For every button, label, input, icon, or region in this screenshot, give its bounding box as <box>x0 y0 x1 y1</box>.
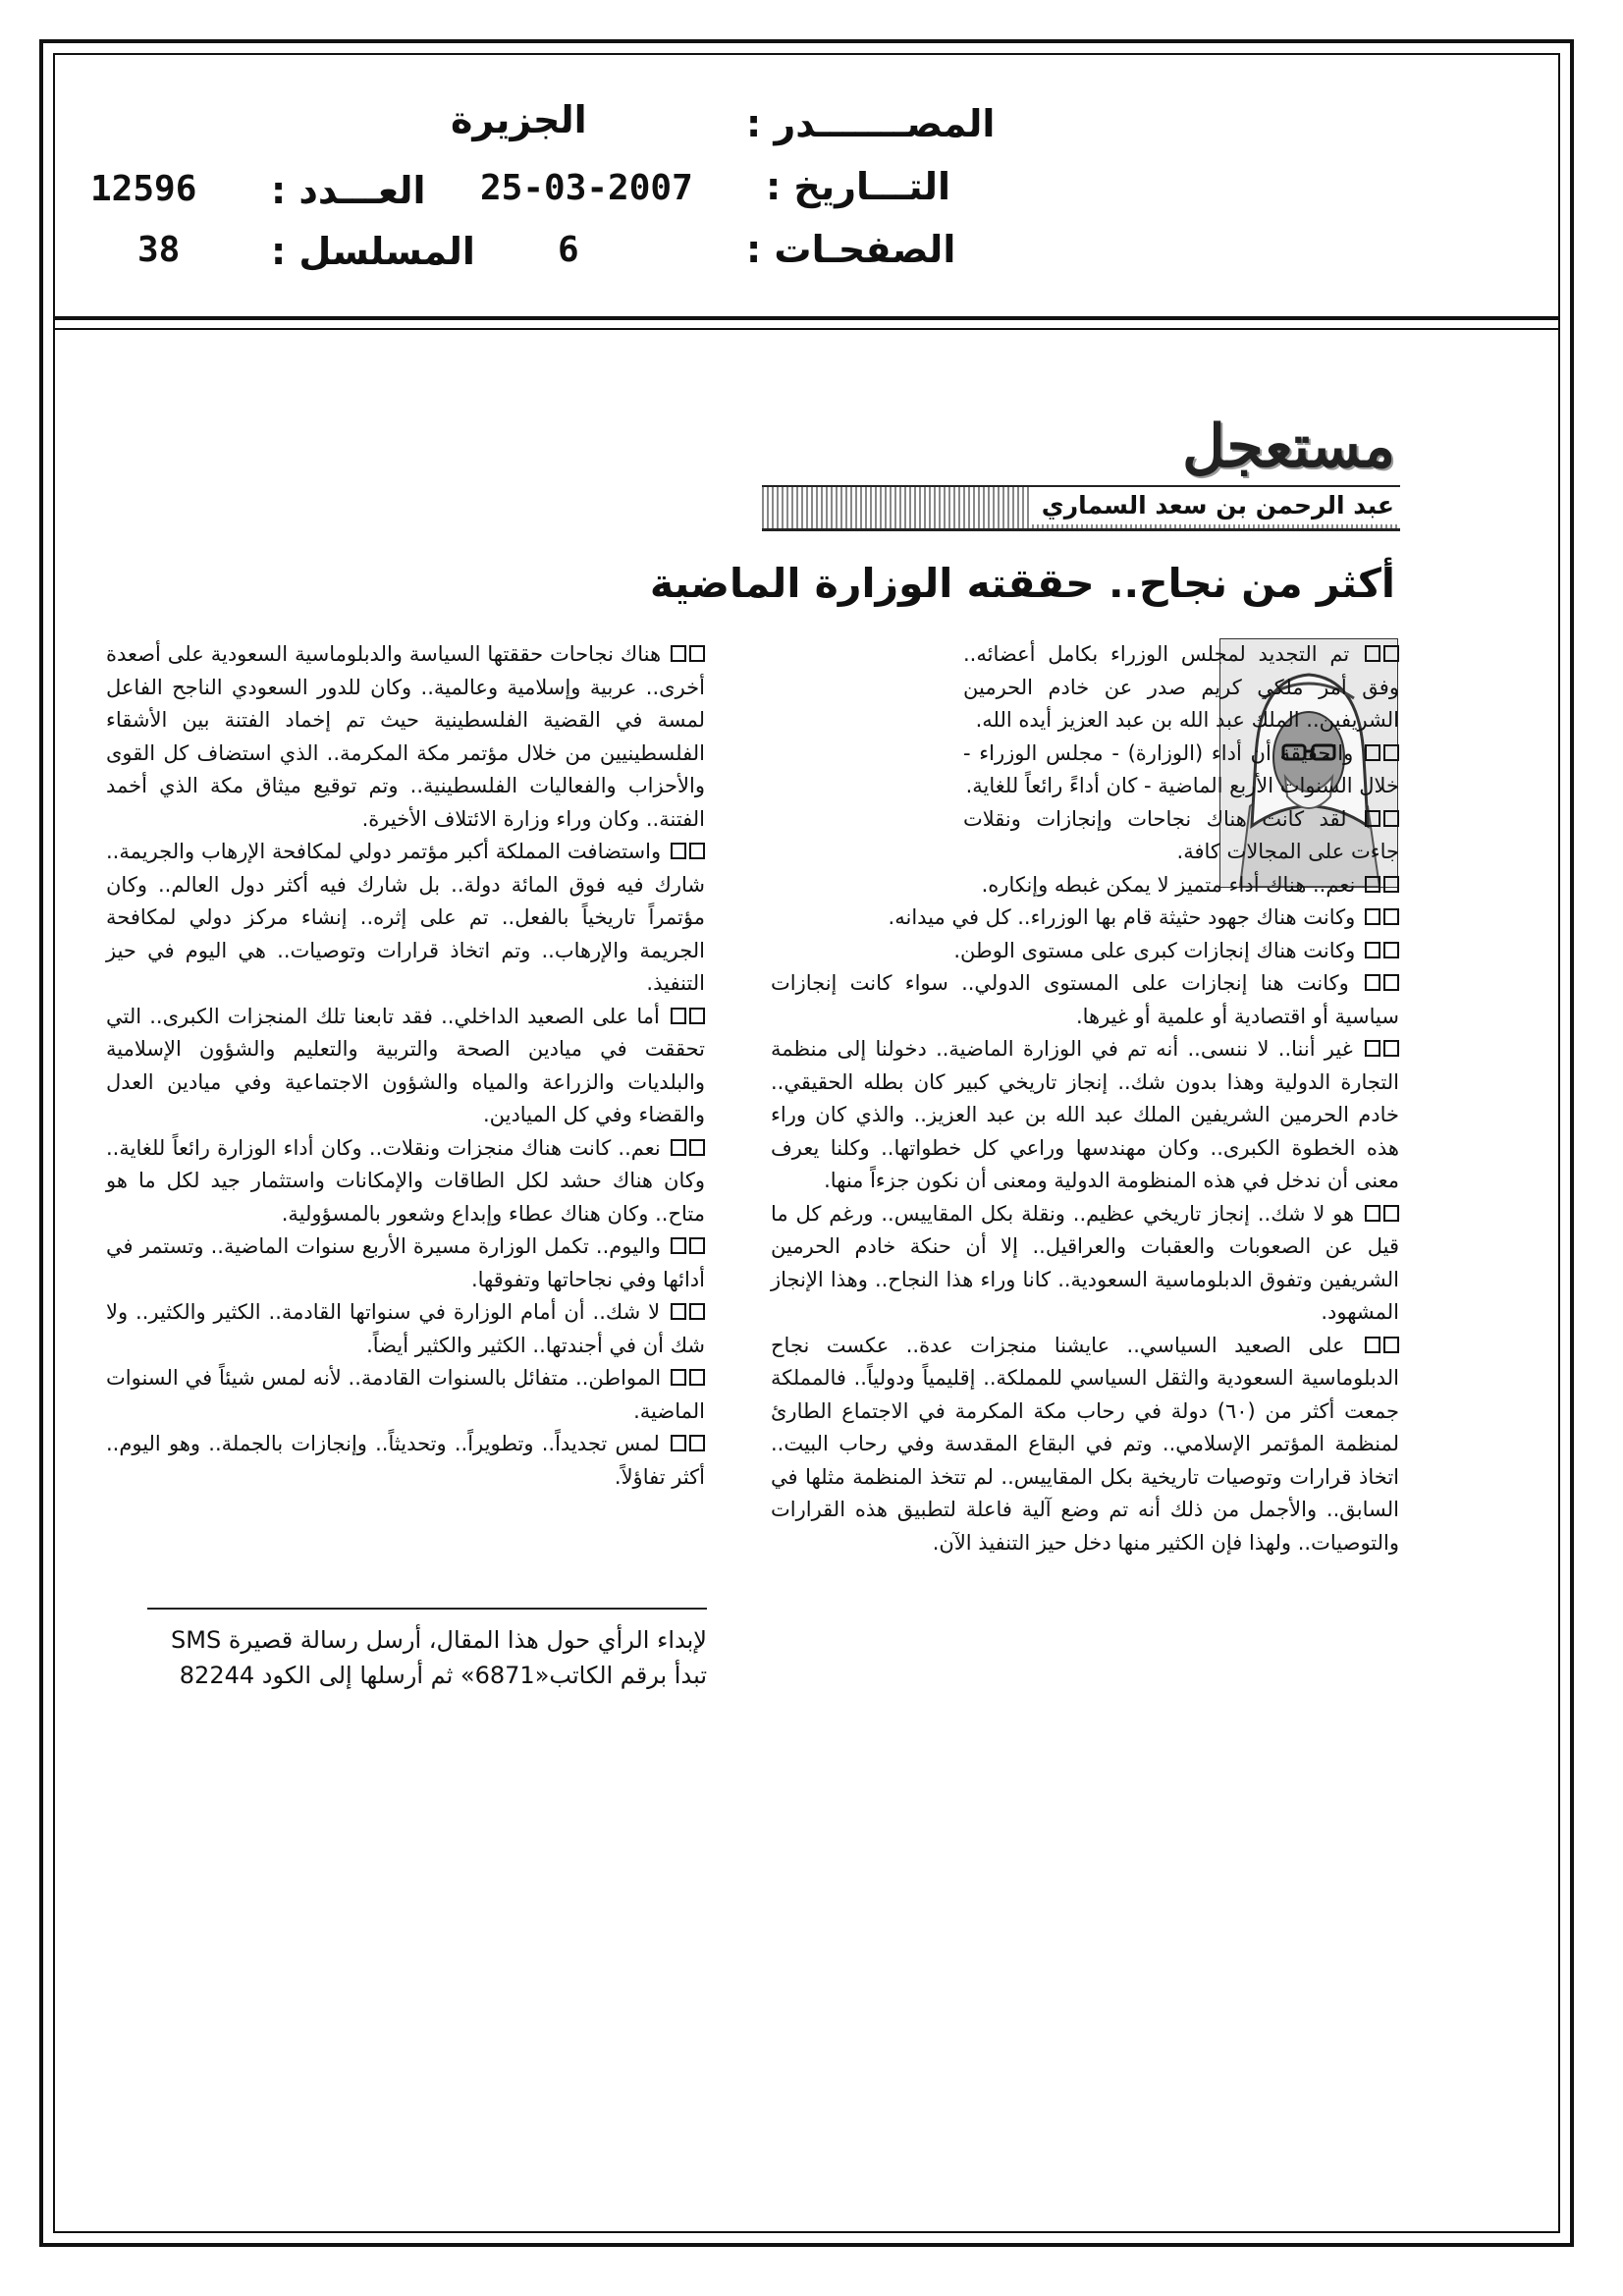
bullet-square-icon <box>1383 908 1399 925</box>
bullet-square-icon <box>689 1139 705 1156</box>
bullet-square-icon <box>1365 1040 1380 1057</box>
article-paragraph <box>771 967 1399 1033</box>
bullet-square-icon <box>1365 1205 1380 1222</box>
paragraph-text: هناك نجاحات حققتها السياسة والدبلوماسية السعودية على أصعدة أخرى.. عربية وإسلامية وعالمية.. وكان للدور السعودي الناجح الفاعل لمسة في القضية الفلسطينية حيث تم إخماد الفتنة بين الأشقاء الفلسطينيين من خلال مؤتمر مكة المكرمة.. الذي استضاف كل القوى والأحزاب والفعاليات الفلسطينية.. وتم توقيع ميثاق مكة الذي أخمد الفتنة.. وكان وراء وزارة الائتلاف الأخيرة. <box>106 642 705 831</box>
bullet-square-icon <box>671 1008 686 1024</box>
bullet-square-icon <box>1365 974 1380 991</box>
bullet-square-icon <box>1365 942 1380 958</box>
bullet-square-icon <box>671 1435 686 1451</box>
article-paragraph <box>771 935 1399 968</box>
article-column-left <box>106 638 705 1494</box>
paragraph-text: والحقيقة أن أداء (الوزارة) - مجلس الوزراء - خلال السنوات الأربع الماضية - كان أداءً رائعاً للغاية. <box>963 740 1399 797</box>
bullet-square-icon <box>671 1139 686 1156</box>
paragraph-text: هو لا شك.. إنجاز تاريخي عظيم.. ونقلة بكل المقاييس.. ورغم كل ما قيل عن الصعوبات والعقبات والعراقيل.. إلا أن حنكة خادم الحرمين الشريفين وتفوق الدبلوماسية السعودية.. كانا وراء هذا النجاح.. وهذا الإنجاز المشهود. <box>771 1201 1399 1324</box>
bullet-square-icon <box>1365 810 1380 827</box>
bullet-square-icon <box>1365 645 1380 662</box>
bullet-square-icon <box>1383 810 1399 827</box>
bullet-square-icon <box>1365 1337 1380 1353</box>
bullet-square-icon <box>671 1237 686 1254</box>
article-paragraph <box>106 836 705 1001</box>
bullet-square-icon <box>1383 1040 1399 1057</box>
bullet-square-icon <box>689 645 705 662</box>
bullet-square-icon <box>689 843 705 859</box>
article-paragraph <box>106 1132 705 1231</box>
bullet-square-icon <box>689 1237 705 1254</box>
date-label: التـــاريخ : <box>766 165 950 208</box>
pages-value: 6 <box>558 230 579 270</box>
bullet-square-icon <box>1383 942 1399 958</box>
source-value: الجزيرة <box>451 98 587 141</box>
article-paragraph <box>771 1330 1399 1560</box>
bullet-square-icon <box>671 1303 686 1320</box>
article-paragraph <box>771 1033 1399 1198</box>
bullet-square-icon <box>1383 974 1399 991</box>
paragraph-text: نعم.. هناك أداء متميز لا يمكن غبطه وإنكاره. <box>981 872 1356 897</box>
paragraph-text: لمس تجديداً.. وتطويراً.. وتحديثاً.. وإنجازات بالجملة.. وهو اليوم.. أكثر تفاؤلاً. <box>106 1432 705 1489</box>
bullet-square-icon <box>1383 744 1399 761</box>
byline-bar <box>762 485 1400 531</box>
article-paragraph <box>106 1428 705 1494</box>
bullet-square-icon <box>1365 876 1380 893</box>
paragraph-text: غير أننا.. لا ننسى.. أنه تم في الوزارة الماضية.. دخولنا إلى منظمة التجارة الدولية وهذا بدون شك.. إنجاز تاريخي كبير كان بطله الحقيقي.. خادم الحرمين الشريفين الملك عبد الله بن عبد العزيز.. والذي كان وراء هذه الخطوة الكبرى.. وكان مهندسها وراعي كل خطواتها.. وكلنا يعرف معنى أن ندخل في هذه المنظومة الدولية ومعنى أن نكون جزءاً منها. <box>771 1037 1399 1192</box>
article-paragraph <box>963 638 1399 738</box>
paragraph-text: تم التجديد لمجلس الوزراء بكامل أعضائه.. وفق أمر ملكي كريم صدر عن خادم الحرمين الشريفين.. الملك عبد الله بن عبد العزيز أيده الله. <box>963 642 1399 732</box>
bullet-square-icon <box>1365 908 1380 925</box>
article-paragraph <box>963 803 1399 869</box>
article-paragraph <box>771 902 1399 935</box>
paragraph-text: واليوم.. تكمل الوزارة مسيرة الأربع سنوات الماضية.. وتستمر في أدائها وفي نجاحاتها وتفوقها. <box>106 1234 705 1291</box>
paragraph-text: وكانت هناك إنجازات كبرى على مستوى الوطن. <box>953 938 1356 962</box>
bullet-square-icon <box>689 1369 705 1386</box>
paragraph-text: وكانت هنا إنجازات على المستوى الدولي.. سواء كانت إنجازات سياسية أو اقتصادية أو علمية أو غيرها. <box>771 971 1399 1028</box>
bullet-square-icon <box>689 1303 705 1320</box>
bullet-square-icon <box>689 1008 705 1024</box>
sms-note-line2: تبدأ برقم الكاتب«6871» ثم أرسلها إلى الكود 82244 <box>179 1662 707 1689</box>
article-paragraph <box>106 1296 705 1362</box>
pages-label: الصفحـات : <box>746 228 956 271</box>
serial-value: 38 <box>137 230 181 270</box>
paragraph-text: لا شك.. أن أمام الوزارة في سنواتها القادمة.. الكثير والكثير.. ولا شك أن في أجندتها.. الكثير والكثير أيضاً. <box>106 1300 705 1357</box>
article-paragraph <box>106 1230 705 1296</box>
bullet-square-icon <box>1365 744 1380 761</box>
issue-value: 12596 <box>90 169 197 209</box>
header-separator-thin <box>53 328 1560 330</box>
author-name: عبد الرحمن بن سعد السماري <box>1032 487 1400 524</box>
article-column-right <box>771 638 1399 1559</box>
paragraph-text: على الصعيد السياسي.. عايشنا منجزات عدة.. عكست نجاح الدبلوماسية السعودية والثقل السياسي للمملكة.. إقليمياً ودولياً.. فالمملكة جمعت أكثر من (٦٠) دولة في رحاب مكة المكرمة في الاجتماع الطارئ لمنظمة المؤتمر الإسلامي.. وتم في البقاع المقدسة وفي رحاب البيت.. اتخاذ قرارات وتوصيات تاريخية بكل المقاييس.. لم تتخذ المنظمة مثلها في السابق.. والأجمل من ذلك أنه تم وضع آلية فاعلة لتطبيق هذه القرارات والتوصيات.. ولهذا فإن الكثير منها دخل حيز التنفيذ الآن. <box>771 1333 1399 1555</box>
paragraph-text: لقد كانت هناك نجاحات وإنجازات ونقلات جاءت على المجالات كافة. <box>963 806 1399 863</box>
bullet-square-icon <box>689 1435 705 1451</box>
bullet-square-icon <box>671 1369 686 1386</box>
date-value: 25-03-2007 <box>480 168 693 208</box>
article-paragraph <box>963 738 1399 803</box>
issue-label: العـــدد : <box>271 169 426 212</box>
source-label: المصـــــــدر : <box>746 102 996 145</box>
sms-note-line1: لإبداء الرأي حول هذا المقال، أرسل رسالة قصيرة SMS <box>171 1626 707 1654</box>
serial-label: المسلسل : <box>271 230 475 273</box>
article-paragraph <box>106 1362 705 1428</box>
article-paragraph <box>106 638 705 836</box>
paragraph-text: أما على الصعيد الداخلي.. فقد تابعنا تلك المنجزات الكبرى.. التي تحققت في ميادين الصحة والتربية والتعليم والشؤون الإسلامية والبلديات والزراعة والمياه والشؤون الاجتماعية وفي ميادين العدل والقضاء وفي كل الميادين. <box>106 1004 705 1126</box>
paragraph-text: نعم.. كانت هناك منجزات ونقلات.. وكان أداء الوزارة رائعاً للغاية.. وكان هناك حشد لكل الطاقات والإمكانات واستثمار جيد لكل ما هو متاح.. وكان هناك عطاء وإبداع وشعور بالمسؤولية. <box>106 1135 705 1226</box>
bullet-square-icon <box>1383 645 1399 662</box>
bullet-square-icon <box>671 645 686 662</box>
paragraph-text: واستضافت المملكة أكبر مؤتمر دولي لمكافحة الإرهاب والجريمة.. شارك فيه فوق المائة دولة.. بل شارك فيه أكثر دول العالم.. وكان مؤتمراً تاريخياً بالفعل.. تم على إثره.. إنشاء مركز دولي لمكافحة الجريمة والإرهاب.. وتم اتخاذ قرارات وتوصيات.. هي اليوم في حيز التنفيذ. <box>106 840 705 995</box>
article-paragraph <box>771 1198 1399 1330</box>
article-paragraph <box>771 869 1399 902</box>
article-headline: أكثر من نجاح.. حققته الوزارة الماضية <box>649 560 1395 607</box>
column-logo: مستعجل <box>1182 412 1395 481</box>
article-paragraph <box>106 1001 705 1132</box>
paragraph-text: وكانت هناك جهود حثيثة قام بها الوزراء.. كل في ميدانه. <box>888 905 1356 929</box>
paragraph-text: المواطن.. متفائل بالسنوات القادمة.. لأنه لمس شيئاً في السنوات الماضية. <box>106 1366 705 1423</box>
bullet-square-icon <box>671 843 686 859</box>
bullet-square-icon <box>1383 1205 1399 1222</box>
bullet-square-icon <box>1383 876 1399 893</box>
sms-note <box>147 1622 707 1693</box>
sms-divider <box>147 1608 707 1610</box>
header-separator <box>53 316 1560 320</box>
bullet-square-icon <box>1383 1337 1399 1353</box>
